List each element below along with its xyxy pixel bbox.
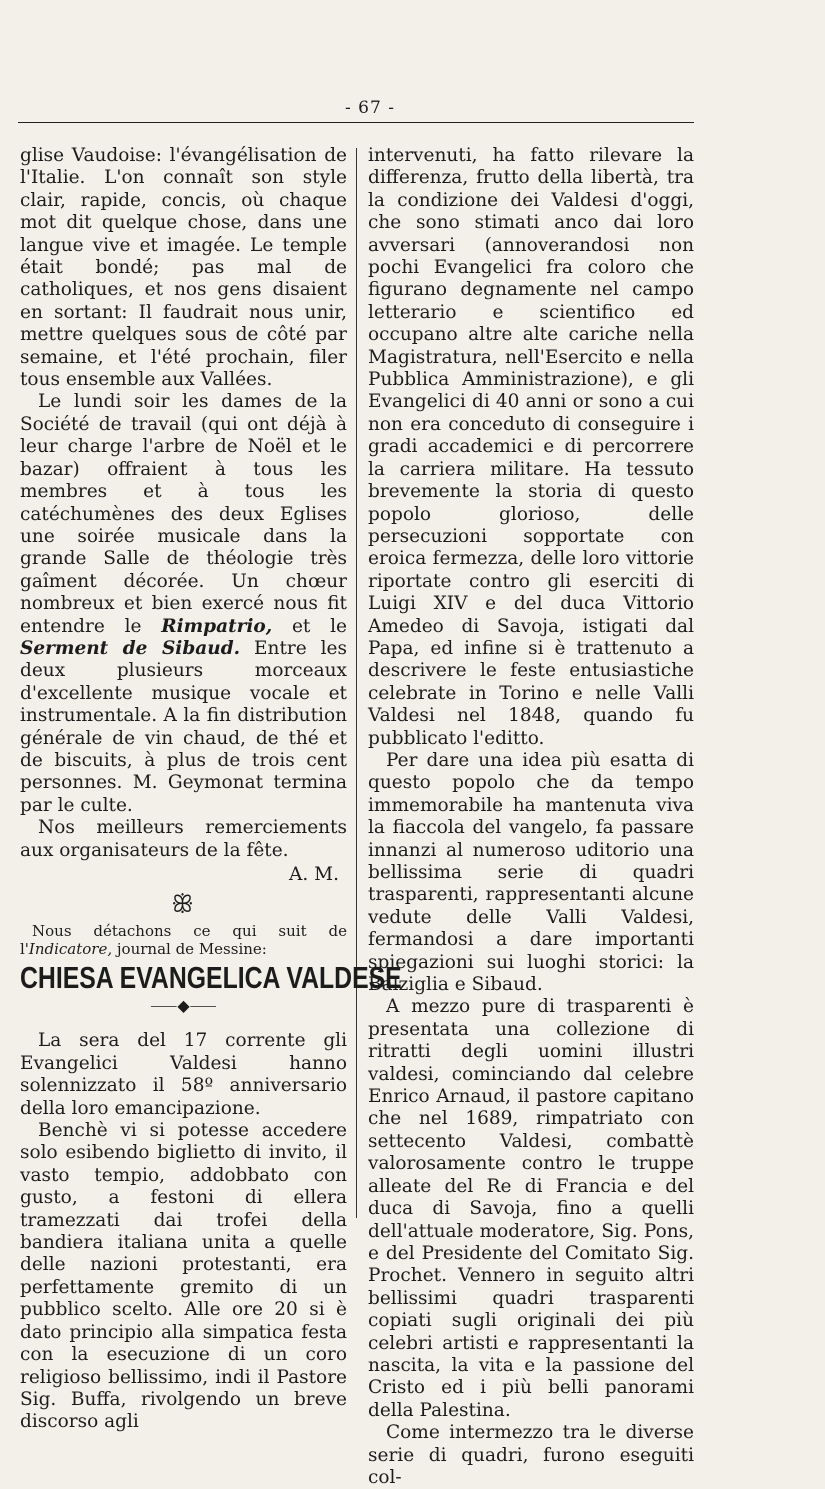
source-note-text: Nous détachons ce qui suit de l' (20, 922, 347, 959)
source-note-newspaper: Indicatore, (28, 940, 113, 959)
column-divider (356, 148, 357, 1218)
source-note-text-end: journal de Messine: (112, 940, 267, 959)
paragraph-left-2-end: Entre les deux plusieurs morceaux d'excellente musique vocale et instrumentale. A la fin distribution générale de vin chaud, de thé et de biscuits, à plus de trois cent personnes. M. Geymonat termina par le culte. (20, 637, 347, 816)
paragraph-left-2-mid: et le (272, 615, 347, 637)
flourish-icon: ⸺◆⸺ (150, 996, 217, 1016)
source-note (20, 922, 347, 958)
paragraph-right-4: Come intermezzo tra le diverse serie di quadri, furono eseguiti col- (368, 1422, 694, 1488)
left-column (20, 145, 402, 1434)
title-serment: Serment de Sibaud. (20, 637, 241, 659)
title-rimpatrio: Rimpatrio, (161, 615, 273, 637)
paragraph-right-1: intervenuti, ha fatto rilevare la differenza, frutto della libertà, tra la condizione dei Valdesi d'oggi, che sono stimati anco dai loro avversari (annoverandosi non pochi Evangelici fra coloro che figurano degnamente nel campo letterario e scientifico ed occupano altre alte cariche nella Magistratura, nell'Esercito e nella Pubblica Amministrazione), e gli Evangelici di 40 anni or sono a cui non era conceduto di conseguire i gradi accademici e di percorrere la carriera militare. Ha tessuto brevemente la storia di questo popolo glorioso, delle persecuzioni sopportate con eroica fermezza, delle loro vittorie riportate contro gli eserciti di Luigi XIV e del duca Vittorio Amedeo di Savoja, istigati dal Papa, ed infine si è trattenuto a descrivere le feste entusiastiche celebrate in Torino e nelle Valli Valdesi nel 1848, quando fu pubblicato l'editto. (368, 145, 694, 749)
page-number: - 67 - (345, 98, 395, 118)
paragraph-left-2 (20, 391, 347, 817)
paragraph-left-4: La sera del 17 corrente gli Evangelici Valdesi hanno solennizzato il 58º anniversario della loro emancipazione. (20, 1030, 347, 1119)
paragraph-left-1: glise Vaudoise: l'évangélisation de l'Italie. L'on connaît son style clair, rapide, concis, où chaque mot dit quelque chose, dans une langue vive et imagée. Le temple était bondé; pas mal de catholiques, et nos gens disaient en sortant: Il faudrait nous unir, mettre quelques sous de côté par semaine, et l'été prochain, filer tous ensemble aux Vallées. (20, 145, 347, 391)
article-headline: CHIESA EVANGELICA VALDESE (20, 960, 402, 996)
paragraph-left-2-text: Le lundi soir les dames de la Société de travail (qui ont déjà à leur charge l'arbre de Noël et le bazar) offraient à tous les membres et à tous les catéchumènes des deux Eglises une soirée musicale dans la grande Salle de théologie très gaîment décorée. Un chœur nombreux et bien exercé nous fit entendre le (20, 391, 347, 637)
ornament-icon: ꕥ (171, 890, 196, 919)
paragraph-left-5: Benchè vi si potesse accedere solo esibendo biglietto di invito, il vasto tempio, addobbato con gusto, a festoni di ellera tramezzati dai trofei della bandiera italiana unita a quelle delle nazioni protestanti, era perfettamente gremito di un pubblico scelto. Alle ore 20 si è dato principio alla simpatica festa con la esecuzione di un coro religioso bellissimo, indi il Pastore Sig. Buffa, rivolgendo un breve discorso agli (20, 1120, 347, 1433)
paragraph-right-2: Per dare una idea più esatta di questo popolo che da tempo immemorabile ha mantenuta viva la fiaccola del vangelo, fa passare innanzi al numeroso uditorio una bellissima serie di quadri trasparenti, rappresentanti alcune vedute delle Valli Valdesi, fermandosi a dare importanti spiegazioni sui luoghi storici: la Balziglia e Sibaud. (368, 749, 694, 996)
paragraph-left-3: Nos meilleurs remerciements aux organisateurs de la fête. (20, 817, 347, 861)
right-column (368, 145, 694, 1489)
header-rule (18, 122, 694, 123)
signature: A. M. (289, 864, 339, 885)
paragraph-right-3: A mezzo pure di trasparenti è presentata una collezione di ritratti degli uomini illustri valdesi, cominciando dal celebre Enrico Arnaud, il pastore capitano che nel 1689, rimpatriato con settecento Valdesi, combattè valorosamente contro le truppe alleate del Re di Francia e del duca di Savoja, fino a quelli dell'attuale moderatore, Sig. Pons, e del Presidente del Comitato Sig. Prochet. Vennero in seguito altri bellissimi quadri trasparenti copiati sugli originali dei più celebri artisti e rappresentanti la nascita, la vita e la passione del Cristo ed i più belli panorami della Palestina. (368, 996, 694, 1421)
